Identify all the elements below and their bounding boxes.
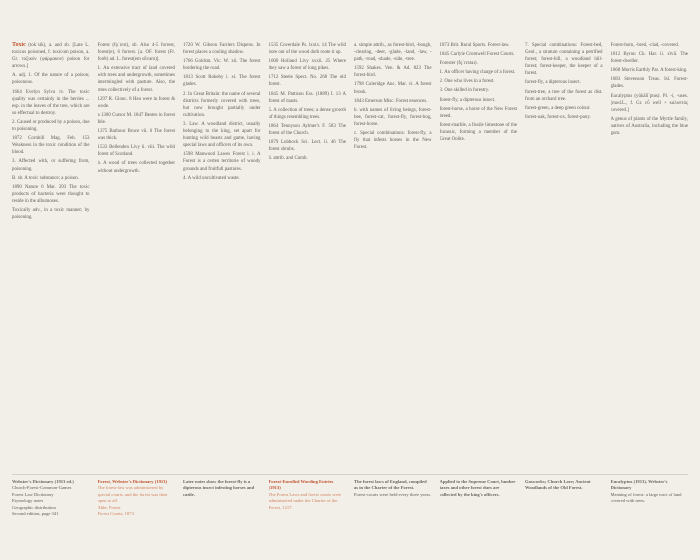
footnote-title: Later notes show the forest-fly is a dipterous insect infesting horses and cattle.	[183, 479, 255, 497]
footnote-line: The Forest Laws and forest courts were administered under the Charter of the Forest, 1217.	[268, 491, 342, 510]
entry-paragraph: a. simple attrib., as forest-bird, -bough, -clearing, -deer, -glade, -land, -law, -path, -road, -shade, -side, -tree.	[354, 43, 432, 63]
entry-paragraph: A. adj. 1. Of the nature of a poison; poisonous.	[12, 73, 90, 86]
footnote-line: Geographic distribution	[12, 504, 56, 510]
entry-paragraph: 1297 R. Glouc. 8 Heo were in forest & wode.	[97, 96, 175, 109]
entry-paragraph: 1375 Barbour Bruce vii. 6 The forest was thick.	[97, 129, 175, 142]
entry-paragraph: 1600 Holland Livy xxxii. 25 Where they saw a forest of long pikes.	[268, 59, 346, 72]
entry-paragraph: 1. An extensive tract of land covered with trees and undergrowth, sometimes intermingled with pasture. Also, the trees collectively of a forest.	[97, 66, 175, 93]
entry-paragraph: 6. attrib. and Comb.	[268, 156, 308, 162]
entry-paragraph: 7. Special combinations: Forest-bed, Geol., a stratum containing a petrified forest; forest-hill, a woodland hill-forest; forest-keeper, the keeper of a forest.	[525, 43, 603, 77]
column-6	[440, 42, 518, 462]
column-8	[611, 42, 689, 462]
entry-paragraph: 1843 Emerson Misc. Forest essences.	[354, 98, 428, 104]
column-4	[269, 42, 347, 462]
entry-paragraph: 2. In Great Britain: the name of several districts formerly covered with trees, but now brought partially under cultivation.	[183, 91, 261, 118]
entry-paragraph: 4. A wild uncultivated waste.	[183, 175, 240, 181]
head-word: Toxic	[12, 42, 26, 48]
entry-paragraph: 1812 Byron Ch. Har. ii. xlvii. The forest-dweller.	[610, 52, 688, 65]
column-1	[12, 42, 90, 462]
footnote-5	[354, 479, 432, 557]
entry-paragraph: 1. An officer having charge of a forest.	[439, 70, 516, 76]
entry-paragraph: c. Special combinations: forest-fly, a fly that infests horses in the New Forest.	[354, 131, 432, 151]
footnote-2	[98, 479, 176, 557]
entry-paragraph: 1798 Coleridge Anc. Mar. vi. A forest brook.	[354, 82, 432, 95]
footnote-3	[183, 479, 261, 557]
footnote-line: Forest-courts were held every three years.	[354, 491, 432, 497]
entry-paragraph: Forest-born, -bred, -clad, -covered.	[610, 43, 680, 48]
entry-paragraph: forest-green, a deep green colour.	[525, 105, 591, 111]
entry-paragraph: 1766 Goldsm. Vic. W. xii. The forest bordering the road.	[183, 59, 261, 72]
entry-paragraph: 1664 Evelyn Sylva iv. The toxic quality was certainly in the berries ... esp. in the leaves of the tree, which are so effectual to destroy.	[12, 89, 90, 116]
footnote-line: Abbr. Forest	[97, 504, 121, 510]
entry-paragraph: b. with names of living beings, forest-bee, forest-cat, forest-fly, forest-hog, forest-horse.	[354, 107, 432, 127]
entry-paragraph: 5. A collection of trees; a dense growth of things resembling trees.	[268, 107, 346, 120]
entry-paragraph: forest-oak, forest-ox, forest-pony.	[525, 114, 591, 120]
entry-paragraph: 1872 Cornhill Mag. Feb. 153 Weakness in the toxic condition of the blood.	[12, 136, 90, 156]
entry-paragraph: forest-fly, a dipterous insect.	[439, 97, 496, 103]
head-word-definition: (tokˈsik), a. and sb. [Late L. toxicus poisoned, f. toxicum poison, a. Gr. τοξικόν (φάρμακον) poison for arrows.]	[12, 43, 90, 70]
footnote-1	[12, 479, 90, 557]
entry-paragraph: Eucalyptus (yūkălĭˈptəs). Pl. -i, -uses. [mod.L., f. Gr. εὖ well + καλυπτός covered.]	[610, 93, 688, 113]
entry-paragraph: Toxically adv., in a toxic manner; by poisoning.	[12, 207, 90, 221]
footnote-title: Applied to the Supreme Court, lumber taxes and other forest dues are collected by the king's officers.	[439, 479, 516, 497]
column-7	[525, 42, 603, 462]
footnote-line: Forest Courts, 1873	[97, 511, 134, 517]
entry-paragraph: 1598 Manwood Lawes Forest i. i. A Forest is a certen territorie of woody grounds and fruitfull pastures.	[183, 152, 261, 172]
footnote-7	[525, 479, 603, 557]
entry-paragraph: 1864 Tennyson Aylmer's F. 583 The forest of the Church.	[268, 123, 346, 137]
footnote-line: Church-Forest-Common-Games	[12, 485, 72, 491]
entry-paragraph: 1592 Shakes. Ven. & Ad. 823 The forest-bird.	[354, 66, 432, 79]
entry-paragraph: forest-tree, a tree of the forest as dist. from an orchard tree.	[525, 89, 603, 102]
column-3	[183, 42, 261, 462]
footnote-4	[269, 479, 347, 557]
footnote-title: Webster's Dictionary (1913 ed.)	[12, 479, 74, 484]
footnote-title: The forest laws of England, compiled as in the Charter of the Forest.	[354, 479, 427, 491]
entry-paragraph: A genus of plants of the Myrtle family, natives of Australia, including the blue gum.	[610, 116, 688, 137]
entry-columns	[12, 42, 688, 462]
footnote-title: Gasworks; Church Lore; Ancient Woodlands of the Old Forest.	[525, 479, 591, 491]
entry-paragraph: 1845 Carlyle Cromwell Forest Courts.	[439, 52, 515, 58]
entry-paragraph: 1890 Nature 6 Mar. 393 The toxic products of bacteria were thought to reside in the albumoses.	[12, 184, 90, 204]
entry-paragraph: B. sb. A toxic substance; a poison.	[12, 175, 79, 181]
entry-paragraph: 1873 Brit. Rural Sports. Forest-law.	[439, 43, 510, 48]
entry-paragraph: 1712 Steele Spect. No. 268 The old forest.	[268, 75, 346, 88]
column-2	[98, 42, 176, 462]
footnote-title: Forest, Webster's Dictionary (1913)	[97, 479, 167, 484]
entry-paragraph: 2. Caused or produced by a poison, due to poisoning.	[12, 119, 90, 133]
entry-paragraph: 1720 W. Gibson Farriers Dispens. In forest places a cooling shadow.	[183, 43, 261, 56]
footnote-line: The forest-law was administered by special courts, and the forest was then open to all.	[97, 485, 168, 504]
footnote-line: Meaning of forest: a large tract of land covered with trees.	[610, 491, 682, 504]
entry-paragraph: Forester (fǫˈrɛstəɹ).	[439, 61, 478, 67]
entry-paragraph: b. A wood of trees collected together without undergrowth.	[97, 161, 175, 174]
entry-paragraph: 1535 Coverdale Ps. lxxix. 14 The wild bore out of the wood doth roote it up.	[268, 43, 346, 56]
entry-paragraph: 3. One skilled in forestry.	[439, 88, 490, 94]
footnote-line: Second edition, page 341	[12, 511, 59, 517]
footnote-line: Etymology notes	[12, 498, 44, 504]
footnotes	[12, 474, 688, 557]
column-5	[354, 42, 432, 462]
entry-paragraph: a 1300 Cursor M. 1847 Bestes in forest fele.	[97, 112, 175, 125]
entry-paragraph: Forest (fǫˈrɛst), sb. Also 4-5 forrest, forest(e), 6 forrest. [a. OF. forest (Fr. forêt) ad. L. forest(em silvam)].	[97, 43, 175, 63]
footnote-title: Forest-Enrolled Wording Entries (1913)	[268, 479, 334, 491]
footnote-6	[440, 479, 518, 557]
footnote-line: Forest Law Dictionary	[12, 491, 54, 497]
entry-paragraph: forest-horse, a horse of the New Forest breed.	[439, 106, 517, 119]
entry-paragraph: 3. Law. A woodland district, usually belonging to the king, set apart for hunting wild beasts and game, having special laws and officers of its own.	[183, 121, 261, 149]
entry-paragraph: 1879 Lubbock Sci. Lect. ii. 46 The forest shrubs.	[268, 140, 346, 153]
entry-paragraph: 2. One who lives in a forest.	[439, 79, 495, 85]
footnote-title: Eucalyptus (1913). Webster's Dictionary	[610, 479, 668, 491]
entry-paragraph	[12, 42, 90, 70]
entry-paragraph: forest-marble, a fissile limestone of the Jurassic, forming a member of the Great Oolite.	[439, 122, 517, 143]
entry-paragraph: 1845 M. Pattison Ess. (1889) I. 13 A forest of masts.	[268, 91, 346, 104]
entry-paragraph: forest-fly, a dipterous insect.	[525, 80, 581, 86]
footnote-8	[611, 479, 689, 557]
entry-paragraph: 1883 Stevenson Treas. Isl. Forest-glades.	[610, 77, 688, 90]
entry-paragraph: 1868 Morris Earthly Par. A forest-king.	[610, 68, 688, 74]
entry-paragraph: 1813 Scott Rokeby i. xi. The forest glades.	[183, 75, 261, 88]
entry-paragraph: 1533 Bellenden Livy ii. viii. The wild forest of Scotland.	[97, 145, 175, 158]
entry-paragraph: 3. Affected with, or suffering from, poisoning.	[12, 159, 90, 172]
